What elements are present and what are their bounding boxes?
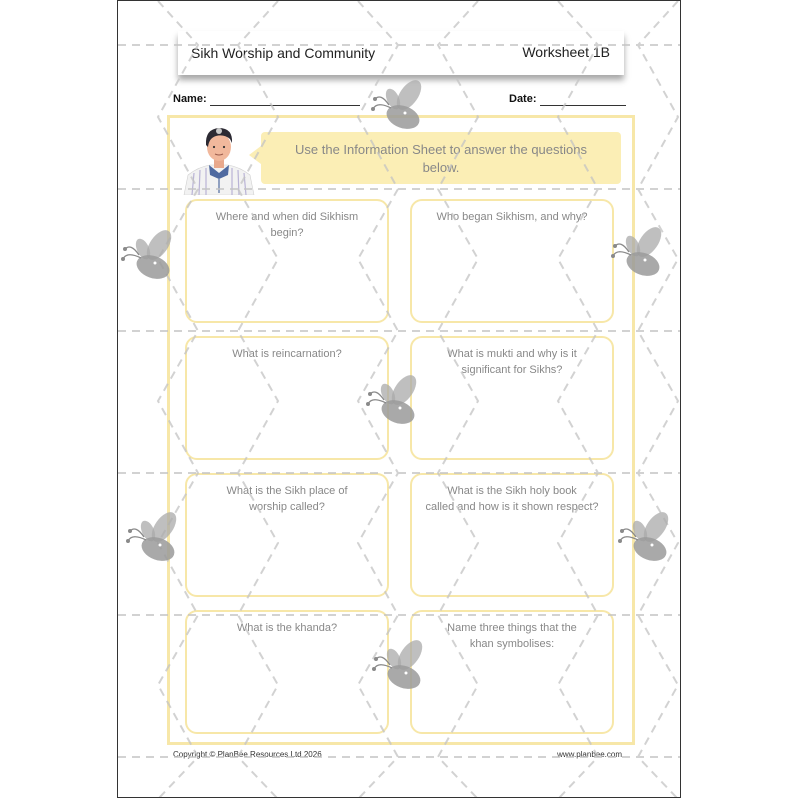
question-box-7[interactable] [185,610,389,734]
question-box-6[interactable] [410,473,614,597]
question-box-2[interactable] [410,199,614,323]
question-text: What is mukti and why is it significant for Sikhs? [447,348,577,376]
question-text: What is the Sikh holy book called and how is it shown respect? [425,485,599,513]
question-text: Where and when did Sikhism begin? [215,211,359,239]
question-box-3[interactable] [185,336,389,460]
copyright-text: Copyright © PlanBee Resources Ltd 2026 [173,750,322,759]
question-box-5[interactable] [185,473,389,597]
question-box-1[interactable] [185,199,389,323]
date-line [540,105,626,106]
question-text: What is the Sikh place of worship called? [226,485,348,513]
title-bar [178,31,624,75]
name-label: Name: [173,93,207,105]
website-text: www.planbee.com [557,750,622,759]
worksheet-page [117,0,681,798]
question-text: What is the khanda? [236,622,338,634]
instruction-bubble [261,132,621,184]
worksheet-number: Worksheet 1B [522,44,610,60]
question-text: Who began Sikhism, and why? [436,211,588,223]
question-box-4[interactable] [410,336,614,460]
question-text: Name three things that the khan symbolises: [447,622,577,650]
question-text: What is reincarnation? [232,348,342,360]
instruction-text: Use the Information Sheet to answer the questions below. [295,142,587,175]
name-line [210,105,360,106]
question-box-8[interactable] [410,610,614,734]
date-label: Date: [509,93,537,105]
worksheet-title: Sikh Worship and Community [191,45,376,61]
boy-avatar-icon [178,123,260,195]
